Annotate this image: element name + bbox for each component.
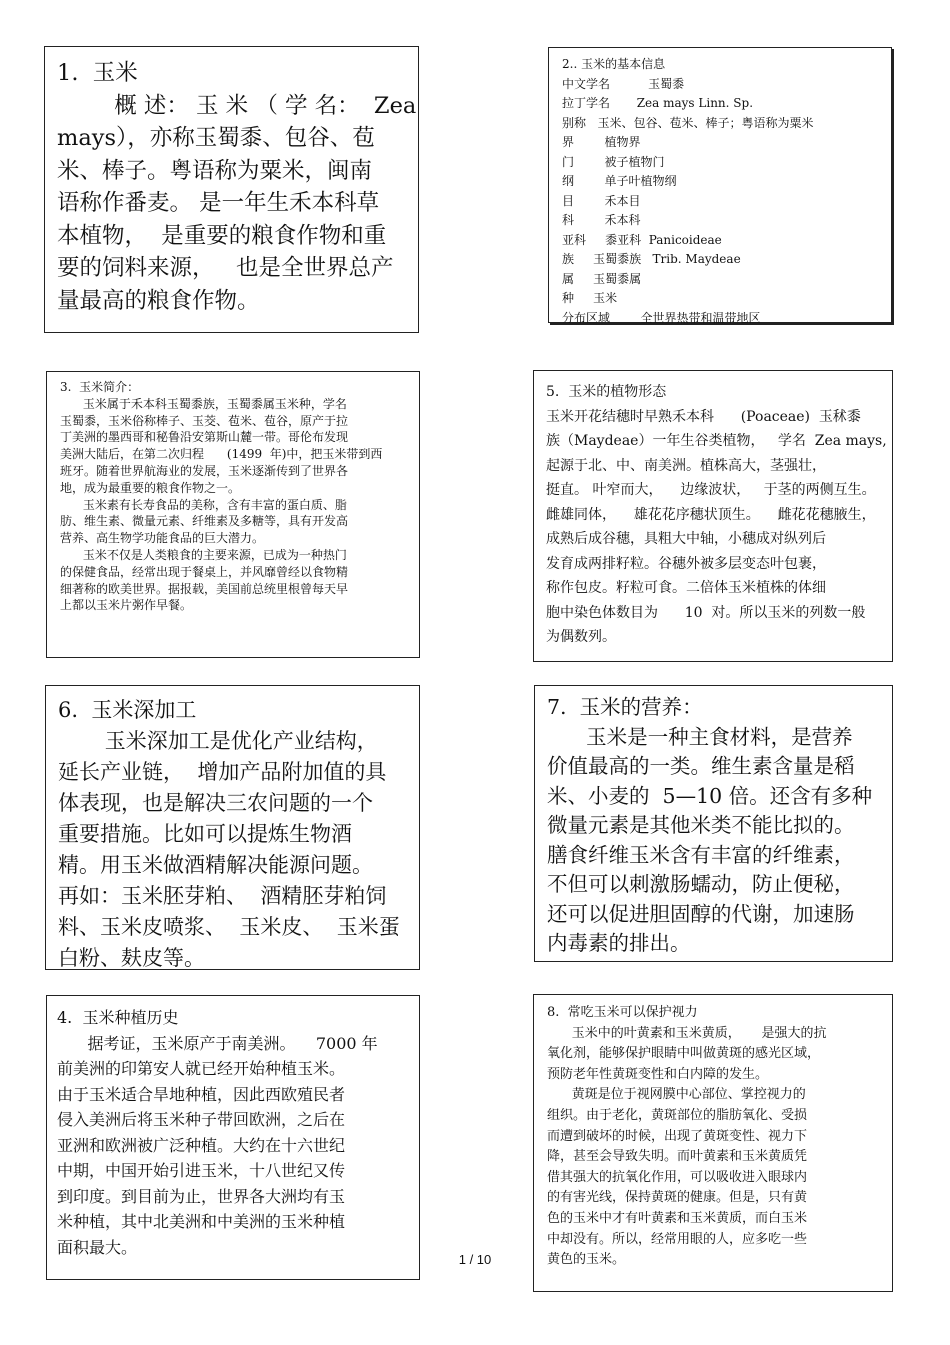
card-line: 分布区域 全世界热带和温带地区 bbox=[562, 310, 761, 325]
card-line: 纲 单子叶植物纲 bbox=[562, 174, 677, 188]
card-line: 族（Maydeae）一年生谷类植物， 学名 Zea mays, bbox=[546, 433, 887, 449]
card-line: 不但可以刺激肠蠕动，防止便秘， bbox=[547, 872, 855, 896]
card-line: 7. 玉米的营养： bbox=[547, 695, 703, 719]
card-line: 科 禾本科 bbox=[562, 213, 641, 227]
card-line: 要的饲料来源， 也是全世界总产 bbox=[57, 255, 394, 281]
card-line: 上都以玉米片粥作早餐。 bbox=[60, 598, 193, 613]
card-line: 色的玉米中才有叶黄素和玉米黄质，而白玉米 bbox=[547, 1210, 808, 1226]
card-line: 米、棒子。粤语称为粟米，闽南 bbox=[57, 157, 373, 184]
card-line: 玉蜀黍，玉米俗称棒子、玉茭、苞米、苞谷，原产于拉 bbox=[60, 413, 349, 428]
card-line: 中却没有。所以，经常用眼的人，应多吃一些 bbox=[547, 1231, 808, 1247]
card-line: 丁美洲的墨西哥和秘鲁沿安第斯山麓一带。哥伦布发现 bbox=[60, 430, 349, 445]
card-line: 预防老年性黄斑变性和白内障的发生。 bbox=[547, 1066, 769, 1082]
card-line: 降，甚至会导致失明。而叶黄素和玉米黄质凭 bbox=[547, 1149, 808, 1165]
card-line: 中文学名 玉蜀黍 bbox=[562, 76, 685, 91]
card-line: 侵入美洲后将玉米种子带回欧洲，之后在 bbox=[57, 1110, 346, 1129]
card-line: 玉米中的叶黄素和玉米黄质， 是强大的抗 bbox=[547, 1025, 827, 1041]
card-line: 亚洲和欧洲被广泛种植。大约在十六世纪 bbox=[57, 1135, 346, 1155]
card-line: 量最高的粮食作物。 bbox=[57, 287, 260, 314]
card-line: 本植物， 是重要的粮食作物和重 bbox=[57, 222, 387, 249]
card-line: 的有害光线，保持黄斑的健康。但是，只有黄 bbox=[547, 1190, 808, 1206]
card-line: 发育成两排籽粒。谷穗外被多层变态叶包裹， bbox=[546, 555, 826, 572]
card-line: 目 禾本目 bbox=[562, 193, 641, 208]
card-line: 2.. 玉米的基本信息 bbox=[562, 57, 666, 71]
card-eyesight-protection bbox=[533, 994, 893, 1292]
card-line: 再如：玉米胚芽粕、 酒精胚芽粕饲 bbox=[58, 884, 387, 908]
card-line: 别称 玉米、包谷、苞米、棒子；粤语称为粟米 bbox=[562, 115, 814, 130]
card-line: 美洲大陆后，在第二次归程 (1499 年)中，把玉米带到西 bbox=[60, 447, 383, 462]
card-line: 到印度。到目前为止，世界各大洲均有玉 bbox=[57, 1186, 346, 1206]
card-deep-processing bbox=[45, 685, 420, 970]
card-basic-info bbox=[548, 47, 892, 323]
card-line: 据考证，玉米原产于南美洲。 7000 年 bbox=[57, 1033, 378, 1053]
card-line: 营养、高生物学功能食品的巨大潜力。 bbox=[60, 531, 265, 546]
card-line: 族 玉蜀黍族 Trib. Maydeae bbox=[562, 252, 741, 266]
card-line: 语称作番麦。 是一年生禾本科草 bbox=[57, 190, 380, 216]
card-plant-morphology bbox=[533, 370, 893, 662]
card-line: 细著称的欧美世界。据报载，美国前总统里根曾每天早 bbox=[60, 581, 349, 596]
card-line: 界 植物界 bbox=[562, 135, 641, 149]
card-line: 起源于北、中、南美洲。植株高大，茎强壮， bbox=[546, 457, 826, 474]
card-line: 玉米属于禾本科玉蜀黍族，玉蜀黍属玉米种，学名 bbox=[60, 396, 347, 411]
card-line: 为偶数列。 bbox=[546, 629, 616, 645]
page-number: 1 / 10 bbox=[458, 1252, 492, 1267]
card-line: 借其强大的抗氧化作用，可以吸收进入眼球内 bbox=[547, 1169, 808, 1185]
card-line: 8. 常吃玉米可以保护视力 bbox=[547, 1005, 698, 1020]
card-line: 概 述： 玉 米 （ 学 名： Zea bbox=[57, 92, 417, 119]
card-line: 胞中染色体数目为 10 对。所以玉米的列数一般 bbox=[546, 604, 866, 621]
card-line: 属 玉蜀黍属 bbox=[562, 271, 642, 286]
card-line: 的保健食品，经常出现于餐桌上，并风靡曾经以食物精 bbox=[60, 564, 349, 579]
card-line: 玉米素有长寿食品的美称，含有丰富的蛋白质、脂 bbox=[60, 497, 347, 512]
card-line: 还可以促进胆固醇的代谢，加速肠 bbox=[547, 901, 855, 926]
card-line: 氧化剂，能够保护眼睛中叫做黄斑的感光区域， bbox=[547, 1046, 821, 1062]
card-line: 5. 玉米的植物形态 bbox=[546, 384, 667, 400]
card-nutrition bbox=[534, 685, 893, 962]
card-line: 6. 玉米深加工 bbox=[58, 698, 197, 722]
card-line: 黄色的玉米。 bbox=[547, 1252, 626, 1268]
card-line: 组织。由于老化，黄斑部位的脂肪氧化、受损 bbox=[547, 1107, 808, 1123]
card-line: 延长产业链， 增加产品附加值的具 bbox=[58, 760, 387, 784]
card-corn-overview bbox=[44, 46, 419, 333]
card-line: 成熟后成谷穗，具粗大中轴，小穗成对纵列后 bbox=[546, 531, 826, 547]
card-line: 由于玉米适合旱地种植，因此西欧殖民者 bbox=[57, 1084, 346, 1104]
card-line: 中期，中国开始引进玉米，十八世纪又传 bbox=[57, 1161, 346, 1180]
card-line: 3. 玉米简介： bbox=[60, 380, 140, 394]
card-cultivation-history bbox=[46, 995, 420, 1280]
card-line: 重要措施。比如可以提炼生物酒 bbox=[58, 822, 352, 846]
card-line: 玉米深加工是优化产业结构， bbox=[58, 729, 378, 753]
card-line: 精。用玉米做酒精解决能源问题。 bbox=[58, 853, 373, 877]
card-line: 微量元素是其他米类不能比拟的。 bbox=[547, 813, 855, 837]
card-line: 米种植，其中北美洲和中美洲的玉米种植 bbox=[57, 1212, 346, 1231]
card-line: 前美洲的印第安人就已经开始种植玉米。 bbox=[57, 1059, 346, 1078]
card-line: 称作包皮。籽粒可食。二倍体玉米植株的体细 bbox=[546, 580, 826, 596]
card-line: 雌雄同体， 雄花花序穗状顶生。 雌花花穗腋生， bbox=[546, 506, 876, 523]
card-line: 地，成为最重要的粮食作物之一。 bbox=[60, 480, 241, 495]
card-line: 种 玉米 bbox=[562, 291, 618, 305]
card-line: 而遭到破坏的时候，出现了黄斑变性、视力下 bbox=[547, 1128, 808, 1144]
card-line: 黄斑是位于视网膜中心部位、掌控视力的 bbox=[547, 1087, 806, 1103]
card-line: 价值最高的一类。维生素含量是稻 bbox=[547, 754, 855, 778]
card-line: 内毒素的排出。 bbox=[547, 931, 691, 955]
card-line: 肪、维生素、微量元素、纤维素及多糖等，具有开发高 bbox=[60, 514, 349, 529]
card-line: 挺直。 叶窄而大， 边缘波状， 于茎的两侧互生。 bbox=[546, 482, 876, 498]
card-line: 玉米开花结穗时早熟禾本科 (Poaceae) 玉秫黍 bbox=[546, 408, 861, 425]
card-line: 膳食纤维玉米含有丰富的纤维素， bbox=[547, 842, 855, 867]
card-line: 面积最大。 bbox=[57, 1237, 138, 1257]
card-line: 门 被子植物门 bbox=[562, 154, 665, 169]
card-line: 料、玉米皮喷浆、 玉米皮、 玉米蛋 bbox=[58, 915, 400, 939]
card-line: 班牙。随着世界航海业的发展，玉米逐渐传到了世界各 bbox=[60, 463, 349, 478]
card-line: mays），亦称玉蜀黍、包谷、苞 bbox=[57, 125, 375, 151]
card-line: 体表现，也是解决三农问题的一个 bbox=[58, 791, 373, 815]
card-corn-intro bbox=[46, 371, 420, 658]
card-line: 白粉、麸皮等。 bbox=[58, 946, 205, 970]
card-line: 玉米是一种主食材料，是营养 bbox=[547, 724, 853, 749]
card-line: 拉丁学名 Zea mays Linn. Sp. bbox=[562, 96, 754, 110]
card-line: 亚科 黍亚科 Panicoideae bbox=[562, 232, 722, 247]
card-line: 4. 玉米种植历史 bbox=[57, 1008, 179, 1027]
card-line: 1. 玉米 bbox=[57, 60, 138, 86]
card-line: 米、小麦的 5—10 倍。还含有多种 bbox=[547, 783, 873, 808]
card-line: 玉米不仅是人类粮食的主要来源，已成为一种热门 bbox=[60, 547, 347, 562]
